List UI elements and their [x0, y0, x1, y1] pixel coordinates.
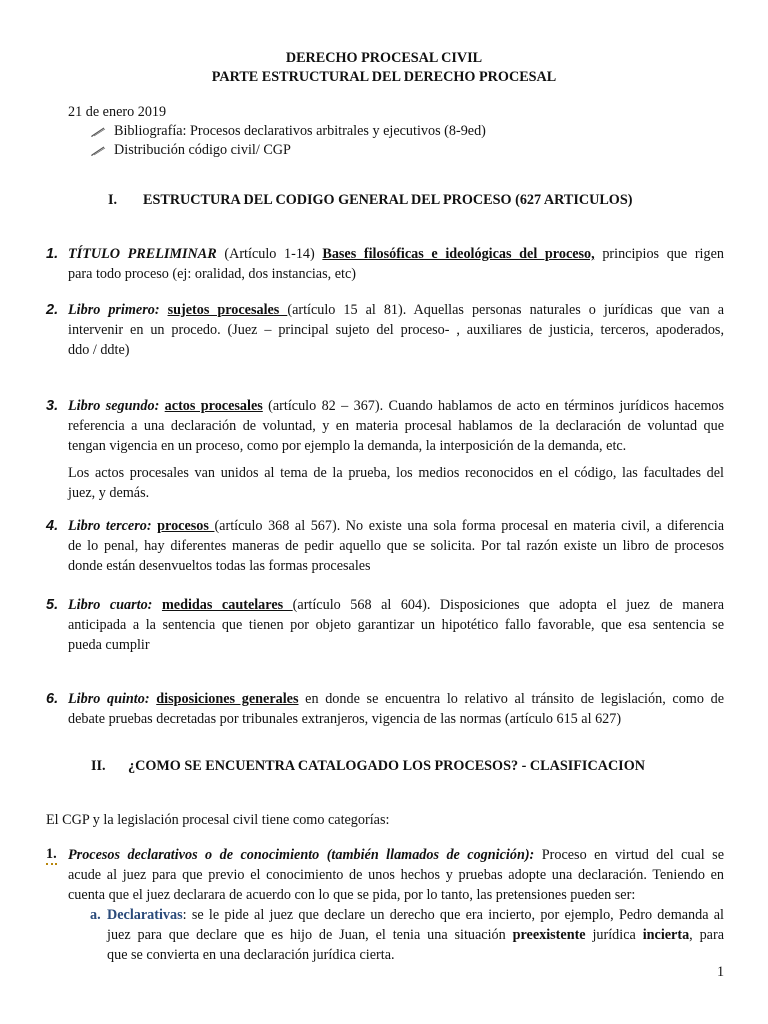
text-run: TÍTULO PRELIMINAR	[68, 246, 217, 262]
text-run	[160, 302, 168, 318]
text-line	[68, 595, 724, 615]
pencil-icon	[90, 127, 106, 137]
text-run: Los actos procesales van unidos al tema de la prueba, los medios reconocidos en el código, las facultades del	[68, 465, 724, 481]
text-run: actos procesales	[164, 398, 263, 414]
classification-number: 1.	[46, 845, 57, 865]
page-number: 1	[717, 964, 725, 980]
text-line	[68, 483, 724, 503]
text-run: Procesos declarativos o de conocimiento (también llamados de cognición):	[68, 847, 535, 863]
text-run: para todo proceso (ej: oralidad, dos instancias, etc)	[68, 266, 356, 282]
text-run: que se convierta en una declaración jurídica cierta.	[107, 947, 395, 963]
bullet-item	[90, 121, 486, 141]
list-item	[68, 595, 724, 655]
text-run: de lo penal, hay diferentes maneras de pedir aquello que se solicita. Por tal razón existe un libro de procesos	[68, 538, 724, 554]
item-number: 4.	[46, 518, 59, 534]
item-number: 6.	[46, 691, 59, 707]
section-numeral: I.	[108, 192, 118, 208]
text-line	[68, 635, 724, 655]
list-item	[68, 689, 724, 729]
list-item	[68, 244, 724, 284]
text-line	[68, 516, 724, 536]
text-line	[68, 615, 724, 635]
document-subtitle: PARTE ESTRUCTURAL DEL DERECHO PROCESAL	[211, 69, 557, 85]
text-run: debate pruebas decretadas por tribunales extranjeros, vigencia de las normas (artículo 615 al 627)	[68, 711, 622, 727]
document-title: DERECHO PROCESAL CIVIL	[285, 50, 483, 66]
text-run: incierta	[642, 927, 690, 943]
text-line	[68, 689, 724, 709]
text-run: donde están desenvueltos todas las formas procesales	[68, 558, 371, 574]
intro-text: El CGP y la legislación procesal civil tiene como categorías:	[46, 812, 390, 828]
text-run: Libro quinto:	[68, 691, 150, 707]
pencil-icon	[90, 146, 106, 156]
text-line	[68, 709, 724, 729]
text-run: (artículo 15 al 81). Aquellas personas naturales o jurídicas que van a	[287, 302, 725, 318]
text-line	[68, 320, 724, 340]
text-run: (artículo 568 al 604). Disposiciones que adopta el juez de manera	[292, 597, 725, 613]
paragraph	[68, 463, 724, 503]
text-run: procesos	[157, 518, 215, 534]
text-run	[152, 597, 162, 613]
text-run: ddo / ddte)	[68, 342, 130, 358]
text-line	[107, 905, 724, 925]
section-heading: ESTRUCTURA DEL CODIGO GENERAL DEL PROCESO (627 ARTICULOS)	[143, 192, 633, 208]
text-run: juez para que declare que es hijo de Juan, el tenia una situación	[107, 927, 513, 943]
text-run: preexistente	[512, 927, 586, 943]
text-run: referencia a una declaración de voluntad, y en materia procesal hablamos de la declaración de voluntad que	[68, 418, 724, 434]
date-line: 21 de enero 2019	[68, 104, 167, 120]
text-line	[68, 300, 724, 320]
text-line	[107, 945, 724, 965]
bullet-text: Distribución código civil/ CGP	[114, 142, 291, 158]
text-line	[68, 463, 724, 483]
text-run: juez, y demás.	[68, 485, 150, 501]
text-run: tengan vigencia en un proceso, como por ejemplo la demanda, la interposición de la demanda, etc.	[68, 438, 627, 454]
text-line	[68, 244, 724, 264]
text-run: Libro tercero:	[68, 518, 152, 534]
text-line	[68, 845, 724, 865]
text-run: Declarativas	[107, 907, 183, 923]
sub-item	[107, 905, 724, 965]
list-item	[68, 516, 724, 576]
list-item	[68, 396, 724, 456]
text-line	[68, 865, 724, 885]
text-run: disposiciones generales	[156, 691, 299, 707]
section-numeral: II.	[91, 758, 106, 774]
text-run: principios que rigen	[594, 246, 724, 262]
text-run: en donde se encuentra lo relativo al tránsito de legislación, como de	[298, 691, 724, 707]
text-run: intervenir en un procedo. (Juez – principal sujeto del proceso- , auxiliares de justicia, terceros, apoderados,	[68, 322, 724, 338]
item-number: 2.	[46, 302, 59, 318]
text-run: jurídica	[585, 927, 643, 943]
text-run: : se le pide al juez que declare un derecho que era incierto, por ejemplo, Pedro demanda al	[182, 907, 724, 923]
text-run: sujetos procesales	[167, 302, 288, 318]
text-run: anticipada a la sentencia que tienen por objeto garantizar un hipotético fallo favorable, que esa sentencia se	[68, 617, 724, 633]
text-run: acude al juez para que previo el conocimiento de unos hechos y pruebas adopte una declaración. Teniendo en	[68, 867, 724, 883]
text-run: (artículo 368 al 567). No existe una sola forma procesal en materia civil, a diferencia	[214, 518, 724, 534]
bullet-text: Bibliografía: Procesos declarativos arbitrales y ejecutivos (8-9ed)	[114, 123, 486, 139]
text-run: Bases filosóficas e ideológicas del proceso,	[322, 246, 595, 262]
text-line	[68, 536, 724, 556]
text-line	[68, 416, 724, 436]
sub-item-label: a.	[90, 907, 101, 923]
bullet-item	[90, 140, 291, 160]
text-run: medidas cautelares	[161, 597, 293, 613]
text-run: , para	[689, 927, 724, 943]
section-heading: ¿COMO SE ENCUENTRA CATALOGADO LOS PROCESOS? - CLASIFICACION	[128, 758, 645, 774]
text-line	[68, 556, 724, 576]
text-run: pueda cumplir	[68, 637, 150, 653]
text-run: Proceso en virtud del cual se	[534, 847, 724, 863]
text-line	[68, 885, 724, 905]
text-line	[68, 396, 724, 416]
text-run: Libro segundo:	[68, 398, 160, 414]
list-item	[68, 300, 724, 360]
item-number: 1.	[46, 246, 59, 262]
text-line	[107, 925, 724, 945]
item-number: 5.	[46, 597, 59, 613]
text-run: Libro primero:	[68, 302, 160, 318]
text-line	[68, 340, 724, 360]
text-line	[68, 264, 724, 284]
text-run: (artículo 82 – 367). Cuando hablamos de acto en términos jurídicos hacemos	[262, 398, 725, 414]
text-run: (Artículo 1-14)	[216, 246, 323, 262]
text-run: cuenta que el juez declarara de acuerdo con lo que se pida, por lo tanto, las pretensiones pueden ser:	[68, 887, 636, 903]
classification-item	[68, 845, 724, 905]
text-line	[68, 436, 724, 456]
item-number: 3.	[46, 398, 59, 414]
text-run: Libro cuarto:	[68, 597, 153, 613]
